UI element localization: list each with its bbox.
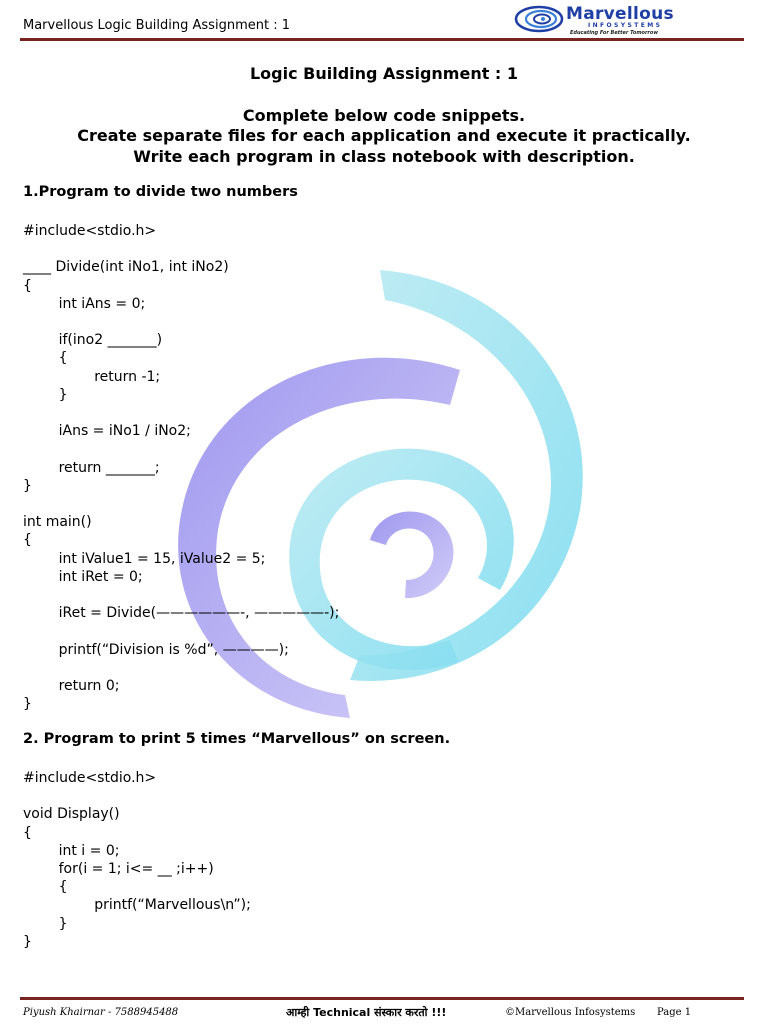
footer-slogan: आम्ही Technical संस्कार करतो !!! xyxy=(286,1006,447,1019)
footer-author: Piyush Khairnar - 7588945488 xyxy=(23,1007,179,1018)
footer-rule xyxy=(20,997,744,1000)
logo-name: Marvellous xyxy=(566,4,674,24)
instruction-line-3: Write each program in class notebook with description. xyxy=(133,147,635,166)
page-number: Page 1 xyxy=(657,1007,692,1018)
spiral-logo-icon xyxy=(514,4,564,34)
logo-tagline: Educating For Better Tomorrow xyxy=(570,30,658,36)
instruction-line-1: Complete below code snippets. xyxy=(242,106,526,125)
assignment-title: Logic Building Assignment : 1 xyxy=(249,64,519,83)
header-rule xyxy=(20,38,744,41)
logo-subtitle: INFOSYSTEMS xyxy=(588,22,663,29)
program-2-code: #include<stdio.h> void Display() { int i = 0; for(i = 1; i<= __ ;i++) { printf(“Marvellous\n”); } } xyxy=(23,770,251,950)
header-title: Marvellous Logic Building Assignment : 1 xyxy=(23,18,290,33)
program-2-heading: 2. Program to print 5 times “Marvellous” on screen. xyxy=(23,731,451,747)
footer-copyright: ©Marvellous Infosystems xyxy=(505,1007,636,1018)
instruction-line-2: Create separate files for each application and execute it practically. xyxy=(77,126,691,145)
program-1-code: #include<stdio.h> ____ Divide(int iNo1, int iNo2) { int iAns = 0; if(ino2 _______) { return -1; } iAns = iNo1 / iNo2; return _______; } int main() { int iValue1 = 15, iValue2 = 5; int iRet = 0; iRet = Divide(——————-, —————-); printf(“Division is %d”, ————); return 0; } xyxy=(23,223,340,713)
program-1-heading: 1.Program to divide two numbers xyxy=(23,184,298,200)
company-logo xyxy=(514,2,714,38)
